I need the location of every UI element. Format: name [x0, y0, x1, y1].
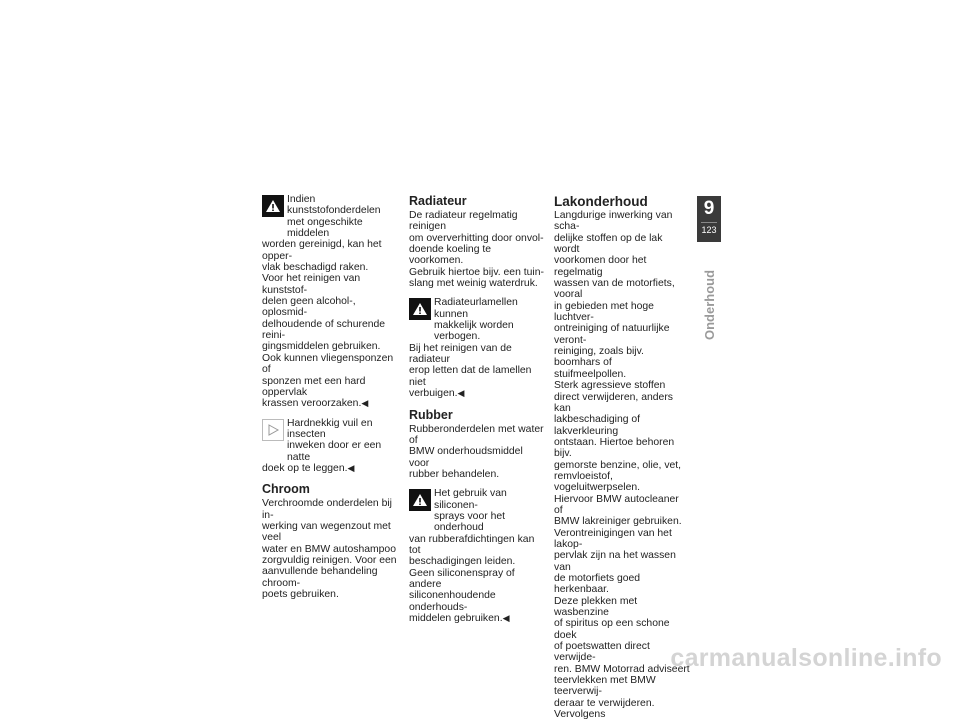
warning-silicone [409, 488, 545, 624]
text-line: Rubberonderdelen met water of [409, 423, 544, 446]
text-line: worden gereinigd, kan het opper- [262, 239, 382, 262]
chapter-tab [697, 196, 721, 242]
text-line: beschadigingen leiden. [409, 556, 516, 568]
text-span: krassen veroorzaken. [262, 398, 362, 410]
text-line: BMW onderhoudsmiddel voor [409, 446, 523, 469]
text-line [262, 463, 398, 474]
text-line: de motorfiets goed herkenbaar. [554, 573, 641, 596]
chapter-number: 9 [703, 198, 715, 219]
text-line: voorkomen door het regelmatig [554, 255, 647, 278]
text-line: Langdurige inwerking van scha- [554, 210, 673, 233]
text-line: erop letten dat de lamellen niet [409, 365, 532, 388]
watermark: carmanualsonline.info [670, 644, 942, 672]
text-line: werking van wegenzout met veel [262, 520, 391, 544]
heading-radiateur: Radiateur [409, 194, 467, 208]
text-line [409, 613, 545, 624]
section-label: Onderhoud [702, 269, 717, 340]
text-line: pervlak zijn na het wassen van [554, 550, 676, 573]
text-line: sprays voor het onderhoud [434, 510, 506, 534]
tab-divider [701, 222, 717, 223]
text-line: Hiervoor BMW autocleaner of [554, 493, 679, 516]
text-line: ren. BMW Motorrad adviseert [554, 663, 690, 675]
text-line: poets gebruiken. [262, 589, 339, 600]
text-line: Sterk agressieve stoffen [554, 380, 666, 392]
text-line: Het gebruik van siliconen- [434, 488, 507, 511]
tip-triangle-icon [262, 419, 284, 441]
radiateur-text [409, 210, 545, 289]
text-line: Verchroomde onderdelen bij in- [262, 498, 392, 521]
column-3 [554, 194, 690, 720]
text-line: in gebieden met hoge luchtver- [554, 300, 654, 324]
warning-plastic [262, 194, 398, 410]
warning-radiator [409, 297, 545, 399]
text-line: Indien kunststofonderdelen [287, 194, 381, 217]
text-line: om oververhitting door onvol- [409, 232, 544, 244]
text-line: remvloeistof, vogeluitwerpselen. [554, 470, 641, 494]
warning-icon [262, 195, 284, 217]
text-line: siliconenhoudende onderhouds- [409, 590, 496, 613]
chroom-text [262, 498, 398, 600]
text-line: rubber behandelen. [409, 468, 500, 480]
text-line: delen geen alcohol-, oplosmid- [262, 296, 356, 319]
text-line: reiniging, zoals bijv. boomhars of [554, 346, 644, 369]
text-line: delhoudende of schurende reini- [262, 318, 386, 342]
text-line: Bij het reinigen van de radiateur [409, 342, 512, 366]
text-line: deraar te verwijderen. Vervolgens [554, 697, 655, 720]
text-line: slang met weinig waterdruk. [409, 278, 538, 290]
text-span: verbuigen. [409, 388, 458, 400]
warning-icon [409, 489, 431, 511]
page-number: 123 [701, 225, 717, 235]
tip-insects [262, 418, 398, 475]
text-line: Voor het reinigen van kunststof- [262, 273, 361, 296]
end-marker-icon: ◀ [347, 462, 355, 473]
text-line: gingsmiddelen gebruiken. [262, 341, 381, 353]
text-line: Ook kunnen vliegensponzen of [262, 352, 394, 376]
text-line: teervlekken met BMW teerverwij- [554, 675, 656, 698]
text-line [262, 398, 398, 409]
heading-rubber: Rubber [409, 407, 453, 422]
text-line: direct verwijderen, anders kan [554, 391, 673, 414]
warning-icon [409, 298, 431, 320]
text-line: ontstaan. Hiertoe behoren bijv. [554, 436, 675, 460]
heading-chroom: Chroom [262, 482, 310, 497]
text-line [409, 388, 545, 399]
text-line: gemorste benzine, olie, vet, [554, 459, 682, 471]
text-line: inweken door er een natte [287, 440, 382, 463]
text-line: sponzen met een hard oppervlak [262, 375, 366, 398]
end-marker-icon: ◀ [457, 388, 465, 399]
text-line: makkelijk worden verbogen. [434, 320, 514, 343]
end-marker-icon: ◀ [361, 398, 369, 409]
text-line: BMW lakreiniger gebruiken. [554, 516, 682, 528]
text-line: Radiateurlamellen kunnen [434, 297, 518, 320]
text-line: van rubberafdichtingen kan tot [409, 533, 535, 556]
text-line: of spiritus op een schone doek [554, 618, 670, 641]
text-line: aanvullende behandeling chroom- [262, 566, 378, 589]
text-line: Deze plekken met wasbenzine [554, 595, 638, 619]
end-marker-icon: ◀ [502, 613, 510, 623]
text-span: doek op te leggen. [262, 462, 348, 474]
text-line: De radiateur regelmatig reinigen [409, 210, 518, 233]
column-1 [262, 194, 398, 600]
text-line: Hardnekkig vuil en insecten [287, 417, 373, 440]
text-line: zorgvuldig reinigen. Voor een [262, 554, 397, 566]
text-line: Gebruik hiertoe bijv. een tuin- [409, 266, 544, 278]
text-line: lakbeschadiging of lakverkleuring [554, 414, 641, 437]
text-line: wassen van de motorfiets, vooral [554, 278, 675, 301]
text-line: ontreiniging of natuurlijke veront- [554, 323, 670, 346]
column-2 [409, 194, 545, 624]
text-line: of poetswatten direct verwijde- [554, 641, 650, 664]
text-line: Verontreinigingen van het lakop- [554, 527, 672, 550]
heading-lakonderhoud: Lakonderhoud [554, 194, 648, 209]
text-line: met ongeschikte middelen [287, 216, 363, 240]
text-line: vlak beschadigd raken. [262, 262, 369, 274]
rubber-text [409, 424, 545, 481]
text-line: water en BMW autoshampoo [262, 543, 396, 555]
text-line: stuifmeelpollen. [554, 368, 627, 380]
text-span: middelen gebruiken. [409, 613, 503, 624]
text-line: delijke stoffen op de lak wordt [554, 232, 663, 256]
text-line: Geen siliconenspray of andere [409, 567, 515, 590]
text-line: doende koeling te voorkomen. [409, 244, 492, 267]
